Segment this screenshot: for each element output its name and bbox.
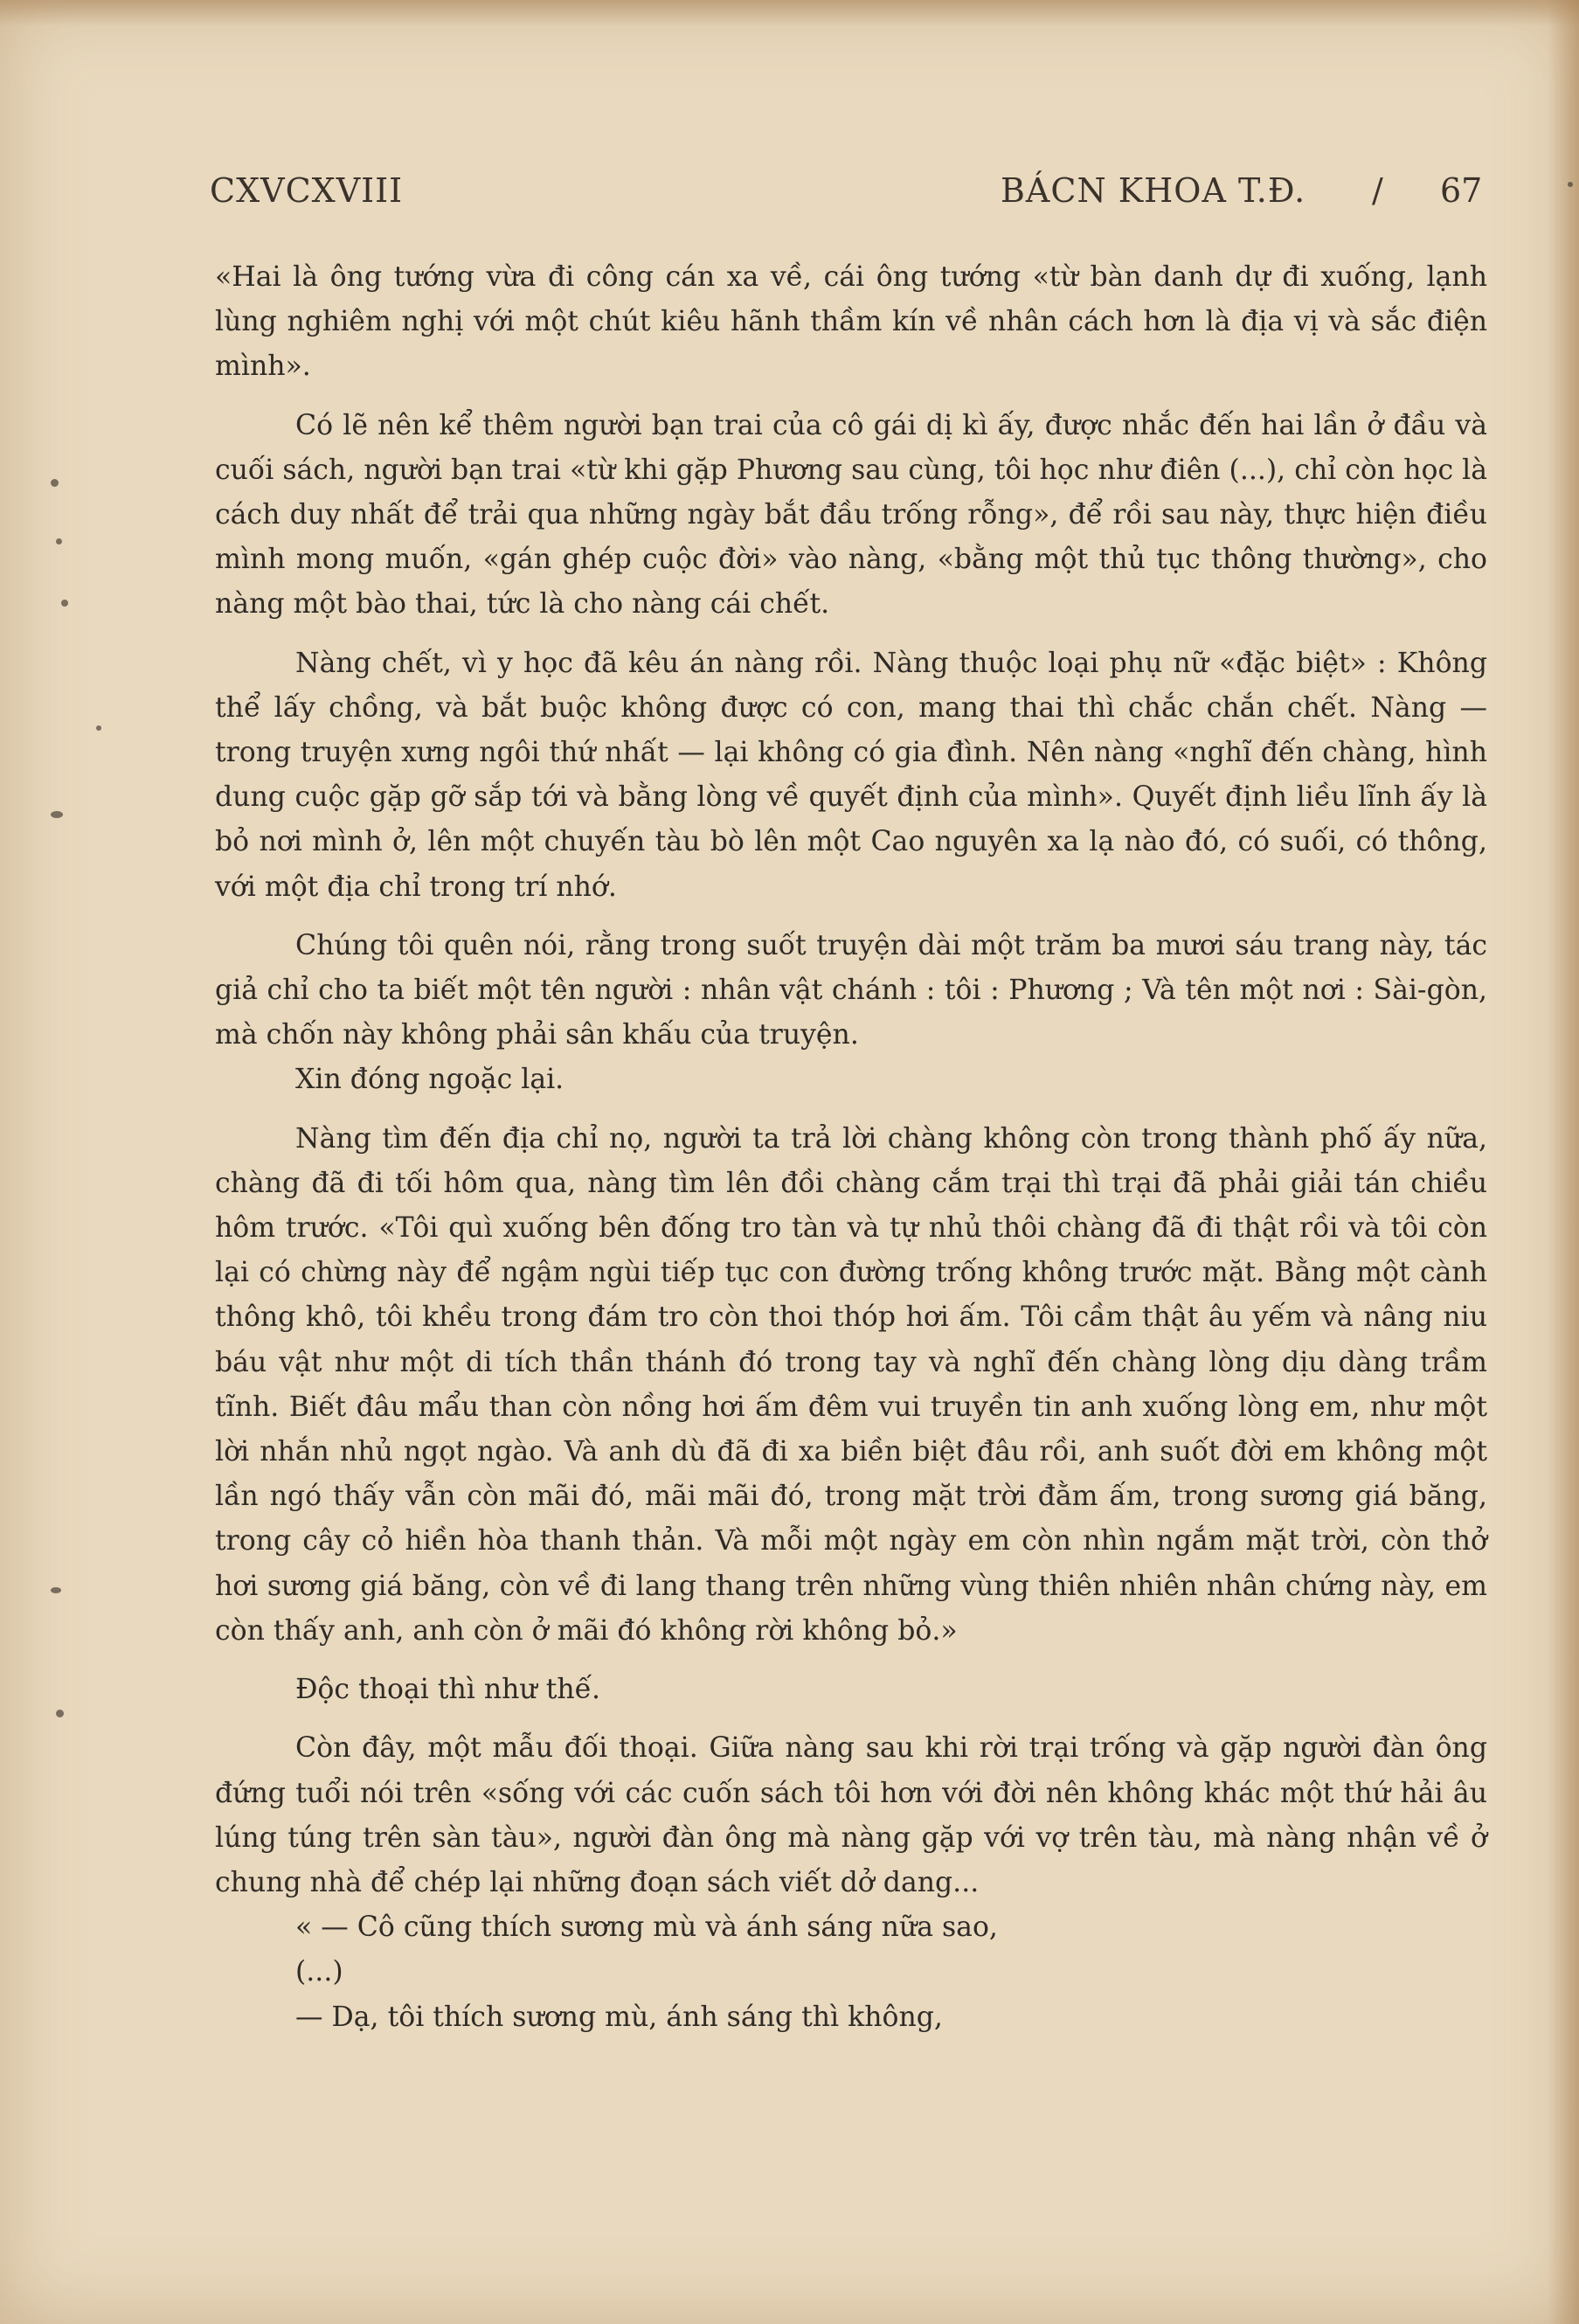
running-header [210,171,1486,224]
ink-spot [56,1710,64,1717]
paragraph: Độc thoại thì như thế. [295,1674,601,1706]
ink-spot [56,538,62,545]
paragraph: Có lẽ nên kể thêm người bạn trai của cô gái dị kì ấy, được nhắc đến hai lần ở đầu và cuối sách, người bạn trai «từ khi gặp Phương sau cùng, tôi học như điên (...), chỉ còn học là cách duy nhất để trải qua những ngày bắt đầu trống rỗng», để rồi sau này, thực hiện điều mình mong muốn, «gán ghép cuộc đời» vào nàng, «bằng một thủ tục thông thường», cho nàng một bào thai, tức là cho nàng cái chết. [215,409,1487,621]
ink-spot [96,725,101,731]
paper-edge-top [0,0,1579,26]
ink-spot [51,1587,61,1593]
header-section-code: CXVCXVIII [210,171,404,210]
ink-spot [61,600,68,607]
dialogue-line: — Dạ, tôi thích sương mù, ánh sáng thì không, [295,2001,943,2033]
paper-edge-right [1548,0,1579,2324]
paragraph: «Hai là ông tướng vừa đi công cán xa về, cái ông tướng «từ bàn danh dự đi xuống, lạnh lùng nghiêm nghị với một chút kiêu hãnh thầm kín về nhân cách hơn là địa vị và sắc điện mình». [215,261,1487,383]
paragraph: Chúng tôi quên nói, rằng trong suốt truyện dài một trăm ba mươi sáu trang này, tác giả chỉ cho ta biết một tên người : nhân vật chánh : tôi : Phương ; Và tên một nơi : Sài-gòn, mà chốn này không phải sân khấu của truyện. [215,929,1487,1051]
ink-spot [51,811,63,818]
paragraph: Xin đóng ngoặc lại. [295,1064,564,1096]
article-body [215,255,1487,2040]
ink-spot [1568,182,1573,187]
page-number: 67 [1440,171,1483,210]
paragraph: Nàng chết, vì y học đã kêu án nàng rồi. Nàng thuộc loại phụ nữ «đặc biệt» : Không thể lấy chồng, và bắt buộc không được có con, mang thai thì chắc chắn chết. Nàng — trong truyện xưng ngôi thứ nhất — lại không có gia đình. Nên nàng «nghĩ đến chàng, hình dung cuộc gặp gỡ sắp tới và bằng lòng về quyết định của mình». Quyết định liều lĩnh ấy là bỏ nơi mình ở, lên một chuyến tàu bò lên một Cao nguyên xa lạ nào đó, có suối, có thông, với một địa chỉ trong trí nhớ. [215,647,1487,903]
dialogue-line: (...) [295,1956,343,1988]
header-journal-title: BÁCN KHOA T.Đ. [1001,171,1306,210]
paragraph: Còn đây, một mẫu đối thoại. Giữa nàng sau khi rời trại trống và gặp người đàn ông đứng tuổi nói trên «sống với các cuốn sách tôi hơn với đời nên không khác một thứ hải âu lúng túng trên sàn tàu», người đàn ông mà nàng gặp với vợ trên tàu, mà nàng nhận về ở chung nhà để chép lại những đoạn sách viết dở dang... [215,1732,1487,1898]
ink-spot [51,479,59,487]
dialogue-line: « — Cô cũng thích sương mù và ánh sáng nữa sao, [295,1911,998,1944]
header-separator: / [1372,171,1383,210]
paragraph: Nàng tìm đến địa chỉ nọ, người ta trả lời chàng không còn trong thành phố ấy nữa, chàng đã đi tối hôm qua, nàng tìm lên đồi chàng cắm trại thì trại đã phải giải tán chiều hôm trước. «Tôi quì xuống bên đống tro tàn và tự nhủ thôi chàng đã đi thật rồi và tôi còn lại có chừng này để ngậm ngùi tiếp tục con đường trống không trước mặt. Bằng một cành thông khô, tôi khều trong đám tro còn thoi thóp hơi ấm. Tôi cầm thật âu yếm và nâng niu báu vật như một di tích thần thánh đó trong tay và nghĩ đến chàng lòng dịu dàng trầm tĩnh. Biết đâu mẩu than còn nồng hơi ấm đêm vui truyền tin anh xuống lòng em, như một lời nhắn nhủ ngọt ngào. Và anh dù đã đi xa biền biệt đâu rồi, anh suốt đời em không một lần ngó thấy vẫn còn mãi đó, mãi mãi đó, trong mặt trời đằm ấm, trong sương giá băng, trong cây cỏ hiền hòa thanh thản. Và mỗi một ngày em còn nhìn ngắm mặt trời, còn thở hơi sương giá băng, còn về đi lang thang trên những vùng thiên nhiên nhân chứng này, em còn thấy anh, anh còn ở mãi đó không rời không bỏ.» [215,1122,1487,1647]
